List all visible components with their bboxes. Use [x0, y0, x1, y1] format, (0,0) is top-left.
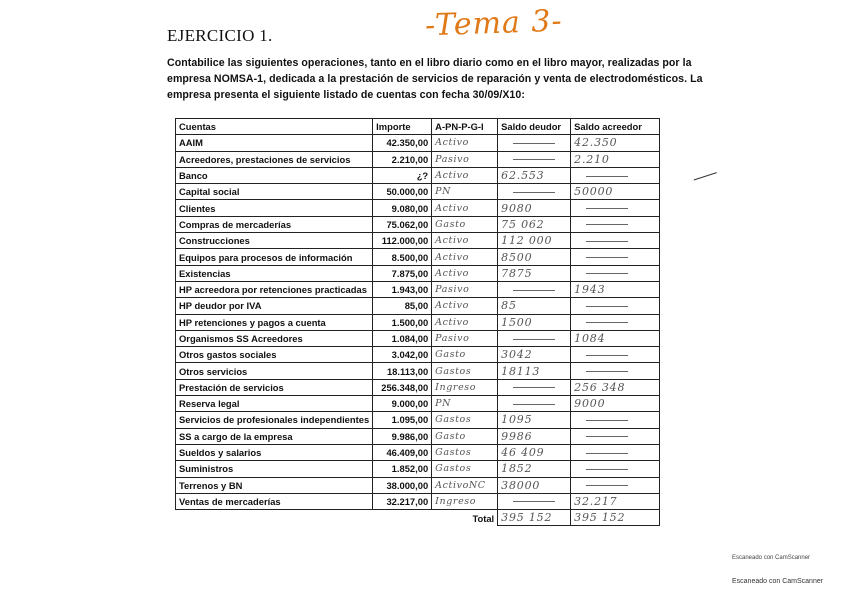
- tipo-cell: Gastos: [432, 461, 498, 477]
- handwritten-dash: [513, 192, 555, 193]
- importe-cell: 2.210,00: [373, 151, 432, 167]
- saldo-acreedor-cell: 1943: [571, 281, 660, 297]
- saldo-deudor-cell: [498, 135, 571, 151]
- cuenta-cell: Equipos para procesos de información: [176, 249, 373, 265]
- tipo-cell: Activo: [432, 265, 498, 281]
- table-row: [176, 233, 660, 249]
- saldo-deudor-cell: 9986: [498, 428, 571, 444]
- tipo-cell: Activo: [432, 314, 498, 330]
- intro-line: empresa presenta el siguiente listado de cuentas con fecha 30/09/X10:: [167, 89, 525, 101]
- handwritten-dash: [586, 306, 628, 307]
- header-tipo: A-PN-P-G-I: [432, 119, 498, 135]
- scanner-watermark: Escaneado con CamScanner: [732, 578, 824, 585]
- saldo-deudor-cell: [498, 151, 571, 167]
- cuenta-cell: Suministros: [176, 461, 373, 477]
- cuenta-cell: Organismos SS Acreedores: [176, 330, 373, 346]
- cuenta-cell: Ventas de mercaderías: [176, 493, 373, 509]
- pen-tick-mark: [691, 165, 717, 181]
- cuenta-cell: Banco: [176, 167, 373, 183]
- table-row: [176, 135, 660, 151]
- total-label: Total: [373, 510, 498, 526]
- saldo-acreedor-cell: [571, 298, 660, 314]
- saldo-acreedor-cell: [571, 444, 660, 460]
- saldo-acreedor-cell: 2.210: [571, 151, 660, 167]
- handwritten-dash: [513, 387, 555, 388]
- table-row: [176, 265, 660, 281]
- tipo-cell: PN: [432, 396, 498, 412]
- table-row: [176, 444, 660, 460]
- tipo-cell: Activo: [432, 135, 498, 151]
- saldo-deudor-cell: 9080: [498, 200, 571, 216]
- saldo-acreedor-cell: 32.217: [571, 493, 660, 509]
- saldo-deudor-cell: 7875: [498, 265, 571, 281]
- importe-cell: 112.000,00: [373, 233, 432, 249]
- table-row: [176, 216, 660, 232]
- handwritten-dash: [586, 176, 628, 177]
- importe-cell: 9.080,00: [373, 200, 432, 216]
- table-row: [176, 330, 660, 346]
- tipo-cell: Pasivo: [432, 151, 498, 167]
- cuenta-cell: Compras de mercaderías: [176, 216, 373, 232]
- saldo-deudor-cell: 1095: [498, 412, 571, 428]
- handwritten-dash: [513, 501, 555, 502]
- header-saldo-acreedor: Saldo acreedor: [571, 119, 660, 135]
- tipo-cell: Activo: [432, 167, 498, 183]
- table-body: [176, 135, 660, 510]
- handwritten-dash: [513, 290, 555, 291]
- tipo-cell: Gastos: [432, 444, 498, 460]
- saldo-deudor-cell: 46 409: [498, 444, 571, 460]
- cuenta-cell: SS a cargo de la empresa: [176, 428, 373, 444]
- importe-cell: ¿?: [373, 167, 432, 183]
- handwritten-dash: [586, 371, 628, 372]
- saldo-deudor-cell: [498, 281, 571, 297]
- tipo-cell: Gastos: [432, 363, 498, 379]
- importe-cell: 46.409,00: [373, 444, 432, 460]
- handwritten-dash: [586, 436, 628, 437]
- header-importe: Importe: [373, 119, 432, 135]
- saldo-deudor-cell: 1500: [498, 314, 571, 330]
- cuenta-cell: Acreedores, prestaciones de servicios: [176, 151, 373, 167]
- handwritten-dash: [586, 273, 628, 274]
- saldo-acreedor-cell: [571, 249, 660, 265]
- table-row: [176, 298, 660, 314]
- saldo-deudor-cell: [498, 493, 571, 509]
- saldo-acreedor-cell: 50000: [571, 184, 660, 200]
- total-blank: [176, 510, 373, 526]
- tipo-cell: Ingreso: [432, 493, 498, 509]
- importe-cell: 1.095,00: [373, 412, 432, 428]
- tipo-cell: Activo: [432, 200, 498, 216]
- table-row: [176, 167, 660, 183]
- saldo-acreedor-cell: [571, 167, 660, 183]
- importe-cell: 7.875,00: [373, 265, 432, 281]
- header-saldo-deudor: Saldo deudor: [498, 119, 571, 135]
- saldo-deudor-cell: 38000: [498, 477, 571, 493]
- tipo-cell: Gasto: [432, 428, 498, 444]
- saldo-acreedor-cell: [571, 347, 660, 363]
- cuenta-cell: Otros gastos sociales: [176, 347, 373, 363]
- cuenta-cell: Servicios de profesionales independientes: [176, 412, 373, 428]
- table-row: [176, 412, 660, 428]
- saldo-deudor-cell: 85: [498, 298, 571, 314]
- importe-cell: 32.217,00: [373, 493, 432, 509]
- table-row: [176, 151, 660, 167]
- handwritten-dash: [586, 322, 628, 323]
- handwritten-dash: [513, 159, 555, 160]
- saldo-acreedor-cell: [571, 216, 660, 232]
- cuenta-cell: HP acreedora por retenciones practicadas: [176, 281, 373, 297]
- table-row: [176, 281, 660, 297]
- table-row: [176, 428, 660, 444]
- table-row: [176, 184, 660, 200]
- cuenta-cell: AAIM: [176, 135, 373, 151]
- cuenta-cell: Otros servicios: [176, 363, 373, 379]
- tipo-cell: Activo: [432, 233, 498, 249]
- handwritten-dash: [586, 485, 628, 486]
- saldo-deudor-cell: 8500: [498, 249, 571, 265]
- tipo-cell: ActivoNC: [432, 477, 498, 493]
- handwritten-dash: [586, 469, 628, 470]
- tipo-cell: Activo: [432, 298, 498, 314]
- tipo-cell: Gasto: [432, 216, 498, 232]
- intro-paragraph: [167, 55, 703, 103]
- handwritten-dash: [513, 339, 555, 340]
- saldo-acreedor-cell: 42.350: [571, 135, 660, 151]
- importe-cell: 8.500,00: [373, 249, 432, 265]
- tipo-cell: Pasivo: [432, 281, 498, 297]
- saldo-deudor-cell: 18113: [498, 363, 571, 379]
- saldo-deudor-cell: 112 000: [498, 233, 571, 249]
- handwritten-dash: [586, 241, 628, 242]
- total-acreedor: 395 152: [571, 510, 660, 526]
- cuenta-cell: Terrenos y BN: [176, 477, 373, 493]
- tipo-cell: Gasto: [432, 347, 498, 363]
- saldo-deudor-cell: [498, 379, 571, 395]
- importe-cell: 3.042,00: [373, 347, 432, 363]
- importe-cell: 75.062,00: [373, 216, 432, 232]
- importe-cell: 1.500,00: [373, 314, 432, 330]
- table-row: [176, 363, 660, 379]
- saldo-deudor-cell: 3042: [498, 347, 571, 363]
- saldo-acreedor-cell: [571, 233, 660, 249]
- saldo-acreedor-cell: [571, 461, 660, 477]
- handwritten-dash: [586, 208, 628, 209]
- saldo-deudor-cell: 1852: [498, 461, 571, 477]
- handwritten-dash: [586, 420, 628, 421]
- importe-cell: 9.986,00: [373, 428, 432, 444]
- handwritten-dash: [513, 143, 555, 144]
- tipo-cell: Gastos: [432, 412, 498, 428]
- cuenta-cell: HP deudor por IVA: [176, 298, 373, 314]
- table-row: [176, 493, 660, 509]
- saldo-deudor-cell: 75 062: [498, 216, 571, 232]
- importe-cell: 42.350,00: [373, 135, 432, 151]
- cuenta-cell: Prestación de servicios: [176, 379, 373, 395]
- table-row: [176, 249, 660, 265]
- importe-cell: 85,00: [373, 298, 432, 314]
- saldo-acreedor-cell: [571, 314, 660, 330]
- accounts-table: [175, 118, 660, 526]
- handwritten-dash: [586, 355, 628, 356]
- handwritten-dash: [586, 224, 628, 225]
- tipo-cell: PN: [432, 184, 498, 200]
- importe-cell: 18.113,00: [373, 363, 432, 379]
- saldo-acreedor-cell: [571, 363, 660, 379]
- table-row: [176, 477, 660, 493]
- intro-line: empresa NOMSA-1, dedicada a la prestación de servicios de reparación y venta de electrodomésticos. La: [167, 73, 703, 85]
- tipo-cell: Activo: [432, 249, 498, 265]
- table-row: [176, 347, 660, 363]
- importe-cell: 9.000,00: [373, 396, 432, 412]
- saldo-acreedor-cell: [571, 200, 660, 216]
- table-row: [176, 461, 660, 477]
- saldo-deudor-cell: [498, 396, 571, 412]
- cuenta-cell: Sueldos y salarios: [176, 444, 373, 460]
- saldo-acreedor-cell: 1084: [571, 330, 660, 346]
- cuenta-cell: Capital social: [176, 184, 373, 200]
- header-cuentas: Cuentas: [176, 119, 373, 135]
- intro-line: Contabilice las siguientes operaciones, tanto en el libro diario como en el libro mayor, realizadas por la: [167, 57, 692, 69]
- handwritten-dash: [586, 257, 628, 258]
- saldo-deudor-cell: [498, 330, 571, 346]
- cuenta-cell: Clientes: [176, 200, 373, 216]
- cuenta-cell: Reserva legal: [176, 396, 373, 412]
- table-header-row: [176, 119, 660, 135]
- saldo-acreedor-cell: 9000: [571, 396, 660, 412]
- exercise-title: EJERCICIO 1.: [167, 26, 273, 45]
- saldo-acreedor-cell: 256 348: [571, 379, 660, 395]
- saldo-acreedor-cell: [571, 477, 660, 493]
- table-row: [176, 314, 660, 330]
- importe-cell: 1.084,00: [373, 330, 432, 346]
- tipo-cell: Ingreso: [432, 379, 498, 395]
- saldo-deudor-cell: 62.553: [498, 167, 571, 183]
- total-deudor: 395 152: [498, 510, 571, 526]
- importe-cell: 1.943,00: [373, 281, 432, 297]
- table-row: [176, 379, 660, 395]
- importe-cell: 38.000,00: [373, 477, 432, 493]
- saldo-acreedor-cell: [571, 428, 660, 444]
- cuenta-cell: Construcciones: [176, 233, 373, 249]
- saldo-acreedor-cell: [571, 265, 660, 281]
- saldo-deudor-cell: [498, 184, 571, 200]
- cuenta-cell: Existencias: [176, 265, 373, 281]
- scanner-watermark-small: Escaneado con CamScanner: [732, 555, 811, 561]
- importe-cell: 256.348,00: [373, 379, 432, 395]
- handwritten-dash: [586, 453, 628, 454]
- handwritten-title: -Tema 3-: [424, 3, 564, 44]
- tipo-cell: Pasivo: [432, 330, 498, 346]
- handwritten-dash: [513, 404, 555, 405]
- table-row: [176, 396, 660, 412]
- cuenta-cell: HP retenciones y pagos a cuenta: [176, 314, 373, 330]
- importe-cell: 1.852,00: [373, 461, 432, 477]
- total-row: [176, 510, 660, 526]
- importe-cell: 50.000,00: [373, 184, 432, 200]
- saldo-acreedor-cell: [571, 412, 660, 428]
- table-row: [176, 200, 660, 216]
